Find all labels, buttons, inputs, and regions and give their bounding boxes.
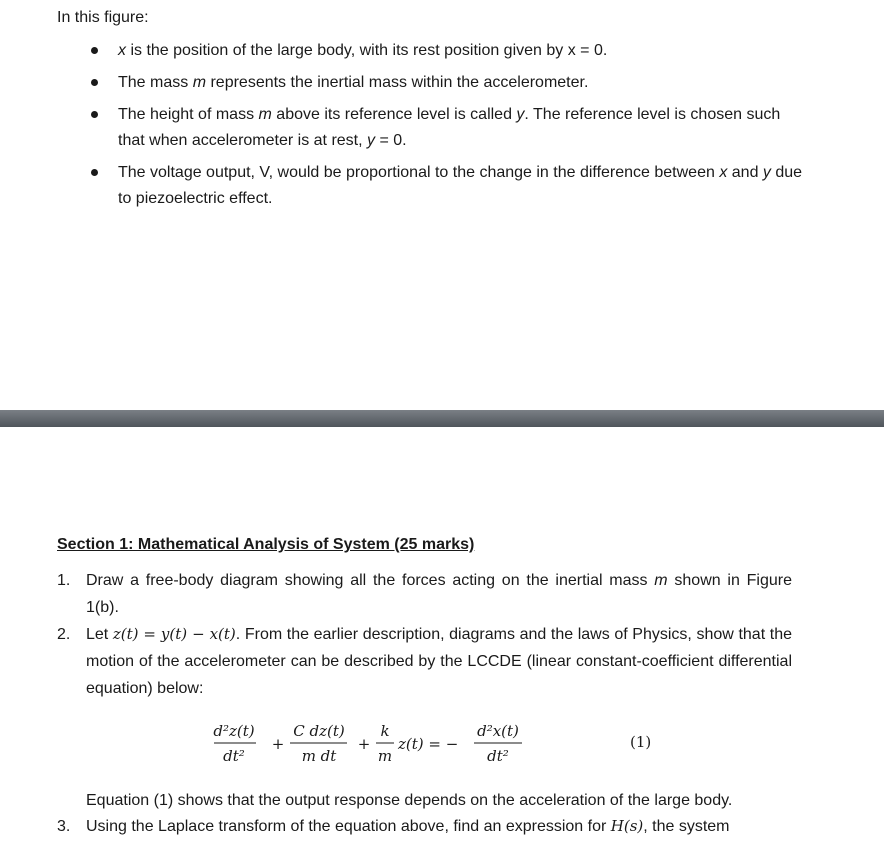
term1-numerator: d²z(t): [213, 722, 255, 740]
variable-y: y: [516, 106, 525, 123]
bullet-item: The voltage output, V, would be proportional to the change in the difference between x and y due to piezoelectric effect.: [86, 160, 806, 212]
rhs-numerator: d²x(t): [477, 722, 519, 740]
question-number: 2.: [57, 626, 71, 643]
inline-math: H(s): [610, 817, 644, 835]
bullet-item: The height of mass m above its reference level is called y. The reference level is chosen such that when accelerometer is at rest, y = 0.: [86, 102, 806, 154]
question-text: Draw a free-body diagram showing all the forces acting on the inertial mass m shown in Figure 1(b).: [86, 572, 792, 616]
plus-sign: +: [357, 735, 371, 753]
question-text: Using the Laplace transform of the equation above, find an expression for H(s), the system: [86, 817, 730, 835]
page-divider: [0, 410, 884, 427]
variable-y: y: [762, 164, 771, 181]
term3-rest: z(t) = −: [398, 735, 459, 753]
term3-numerator: k: [380, 722, 390, 740]
variable-m: m: [258, 106, 272, 123]
variable-x: x: [719, 164, 728, 181]
term3-denominator: m: [377, 747, 393, 765]
bullet-list: [86, 38, 806, 212]
question-number: 1.: [57, 572, 71, 589]
term2-numerator: C dz(t): [293, 722, 345, 740]
inline-math: z(t) = y(t) − x(t): [112, 625, 236, 643]
question-item: [57, 813, 792, 840]
lccde-equation: [212, 716, 552, 772]
intro-text: In this figure:: [57, 9, 149, 26]
bullet-item: The mass m represents the inertial mass within the accelerometer.: [86, 70, 806, 96]
equation-note: Equation (1) shows that the output response depends on the acceleration of the large body.: [86, 792, 733, 809]
question-item: [57, 621, 792, 702]
section-title: Section 1: Mathematical Analysis of System (25 marks): [57, 536, 475, 553]
variable-m: m: [654, 572, 668, 589]
question-number: 3.: [57, 818, 71, 835]
question-text: Let z(t) = y(t) − x(t). From the earlier description, diagrams and the laws of Physics, show that the motion of the accelerometer can be described by the LCCDE (linear constant-coefficient differential equation) below:: [86, 625, 793, 697]
bullet-item: x is the position of the large body, with its rest position given by x = 0.: [86, 38, 806, 64]
question-item: [57, 567, 792, 621]
variable-x: x: [118, 42, 126, 59]
rhs-denominator: dt²: [487, 747, 509, 765]
equation-number: (1): [630, 733, 652, 751]
variable-y: y: [367, 132, 375, 149]
term1-denominator: dt²: [223, 747, 245, 765]
term2-denominator: m dt: [301, 747, 337, 765]
plus-sign: +: [271, 735, 285, 753]
variable-m: m: [192, 74, 207, 91]
